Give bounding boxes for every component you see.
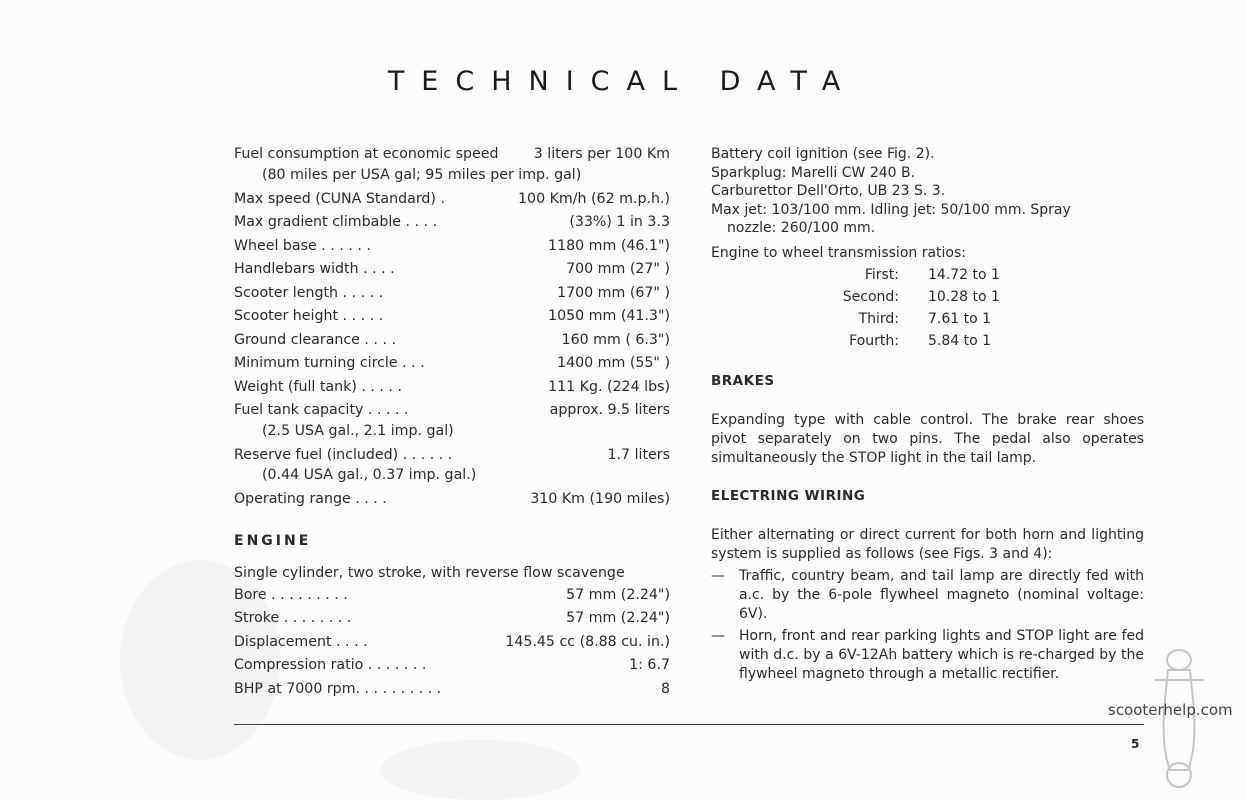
spec-row: [234, 491, 670, 515]
jet-line-continued: nozzle: 260/100 mm.: [727, 220, 876, 236]
spec-label: Fuel consumption at economic speed: [234, 146, 499, 162]
ratios-heading: Engine to wheel transmission ratios:: [711, 244, 967, 261]
spec-row: [234, 308, 670, 332]
brakes-heading: BRAKES: [711, 373, 775, 389]
gear-label: First:: [864, 267, 899, 283]
jet-line: Max jet: 103/100 mm. Idling jet: 50/100 mm. Spray: [711, 201, 1071, 218]
engine-intro: Single cylinder, two stroke, with reverse flow scavenge: [234, 564, 625, 581]
watermark-text[interactable]: scooterhelp.com: [1108, 701, 1233, 719]
spec-row: [234, 214, 670, 238]
spec-label: Scooter height . . . . .: [234, 308, 384, 324]
spec-label: Minimum turning circle . . .: [234, 355, 425, 371]
spec-label: Bore . . . . . . . . .: [234, 586, 348, 603]
spec-value: 1050 mm (41.3"): [548, 308, 670, 324]
spec-label: Fuel tank capacity . . . . .: [234, 402, 409, 418]
spec-value: approx. 9.5 liters: [549, 402, 670, 418]
spec-value: 145.45 cc (8.88 cu. in.): [505, 633, 670, 650]
spec-row: [234, 379, 670, 403]
dash-bullet: —: [711, 568, 725, 584]
ignition-line: Battery coil ignition (see Fig. 2).: [711, 146, 935, 162]
wiring-item-text: Horn, front and rear parking lights and STOP light are fed with d.c. by a 6V-12Ah battery which is re-charged by the flywheel magneto through a metallic rectifier.: [739, 628, 1144, 682]
spec-label: Displacement . . . .: [234, 633, 368, 650]
footer-rule: [234, 724, 1144, 725]
spec-value: 100 Km/h (62 m.p.h.): [518, 190, 670, 207]
wiring-item: [711, 627, 1144, 684]
spec-value: 3 liters per 100 Km: [533, 146, 670, 162]
gear-ratio-row: [711, 267, 1144, 289]
spec-label: Handlebars width . . . .: [234, 261, 395, 277]
gear-label: Fourth:: [849, 333, 899, 349]
gear-ratio-row: [711, 311, 1144, 333]
wiring-item: [711, 567, 1144, 624]
spec-row: [234, 332, 670, 356]
engine-details-column: [711, 146, 1144, 684]
spec-label: Ground clearance . . . .: [234, 331, 396, 348]
spec-continuation: (0.44 USA gal., 0.37 imp. gal.): [262, 467, 477, 483]
spec-row: [234, 610, 670, 634]
spec-value: 57 mm (2.24"): [566, 586, 670, 603]
spec-label: Reserve fuel (included) . . . . . .: [234, 446, 453, 463]
spec-label: Stroke . . . . . . . .: [234, 610, 352, 626]
spec-row: [234, 681, 670, 705]
spec-label: Weight (full tank) . . . . .: [234, 378, 402, 395]
dash-bullet: —: [711, 628, 725, 644]
gear-ratio-row: [711, 289, 1144, 311]
carburettor-line: Carburettor Dell'Orto, UB 23 S. 3.: [711, 183, 946, 199]
gear-ratio-value: 5.84 to 1: [928, 333, 992, 349]
spec-row: [234, 191, 670, 215]
spec-label: BHP at 7000 rpm. . . . . . . . . .: [234, 680, 442, 697]
spec-value: (33%) 1 in 3.3: [569, 214, 670, 230]
spec-continuation: (2.5 USA gal., 2.1 imp. gal): [262, 422, 454, 439]
engine-heading: ENGINE: [234, 532, 312, 549]
spec-value: 1400 mm (55" ): [557, 355, 670, 371]
paper-stain: [380, 740, 580, 800]
sparkplug-line: Sparkplug: Marelli CW 240 B.: [711, 164, 916, 181]
wiring-item-text: Traffic, country beam, and tail lamp are directly fed with a.c. by the 6-pole flywheel magneto (nominal voltage: 6V).: [739, 568, 1144, 622]
spec-label: Max gradient climbable . . . .: [234, 214, 438, 230]
gear-ratio-row: [711, 333, 1144, 355]
spec-value: 310 Km (190 miles): [530, 491, 670, 507]
spec-label: Wheel base . . . . . .: [234, 237, 371, 254]
spec-value: 700 mm (27" ): [566, 261, 670, 277]
spec-row: [234, 285, 670, 309]
spec-label: Operating range . . . .: [234, 491, 387, 507]
spec-value: 1: 6.7: [629, 657, 670, 673]
spec-continuation: (80 miles per USA gal; 95 miles per imp. gal): [262, 166, 582, 183]
spec-row: [234, 355, 670, 379]
spec-value: 57 mm (2.24"): [566, 610, 670, 626]
spec-row: [234, 261, 670, 285]
page-number: 5: [1131, 737, 1140, 751]
spec-label: Compression ratio . . . . . . .: [234, 657, 427, 673]
spec-value: 111 Kg. (224 lbs): [548, 378, 670, 395]
spec-value: 8: [660, 680, 670, 697]
spec-value: 1.7 liters: [607, 446, 670, 463]
spec-value: 160 mm ( 6.3"): [561, 331, 670, 348]
spec-row: [234, 657, 670, 681]
wiring-heading: ELECTRING WIRING: [711, 488, 866, 504]
spec-value: 1180 mm (46.1"): [548, 237, 670, 254]
gear-ratio-value: 14.72 to 1: [928, 267, 1000, 283]
gear-label: Third:: [858, 311, 899, 327]
brakes-text: Expanding type with cable control. The brake rear shoes pivot separately on two pins. The pedal also operates simultaneously the STOP light in the tail lamp.: [711, 412, 1144, 466]
spec-label: Scooter length . . . . .: [234, 284, 384, 301]
spec-row: [234, 238, 670, 262]
gear-ratio-value: 10.28 to 1: [928, 289, 1000, 305]
spec-value: 1700 mm (67" ): [557, 284, 670, 301]
wiring-intro: Either alternating or direct current for both horn and lighting system is supplied as follows (see Figs. 3 and 4):: [711, 527, 1144, 562]
gear-ratio-value: 7.61 to 1: [928, 311, 992, 327]
spec-label: Max speed (CUNA Standard) .: [234, 190, 445, 207]
spec-row: [234, 587, 670, 611]
gear-label: Second:: [842, 289, 899, 305]
spec-row: [234, 634, 670, 658]
page-title: TECHNICAL DATA: [387, 66, 858, 97]
specifications-column: [234, 146, 670, 704]
